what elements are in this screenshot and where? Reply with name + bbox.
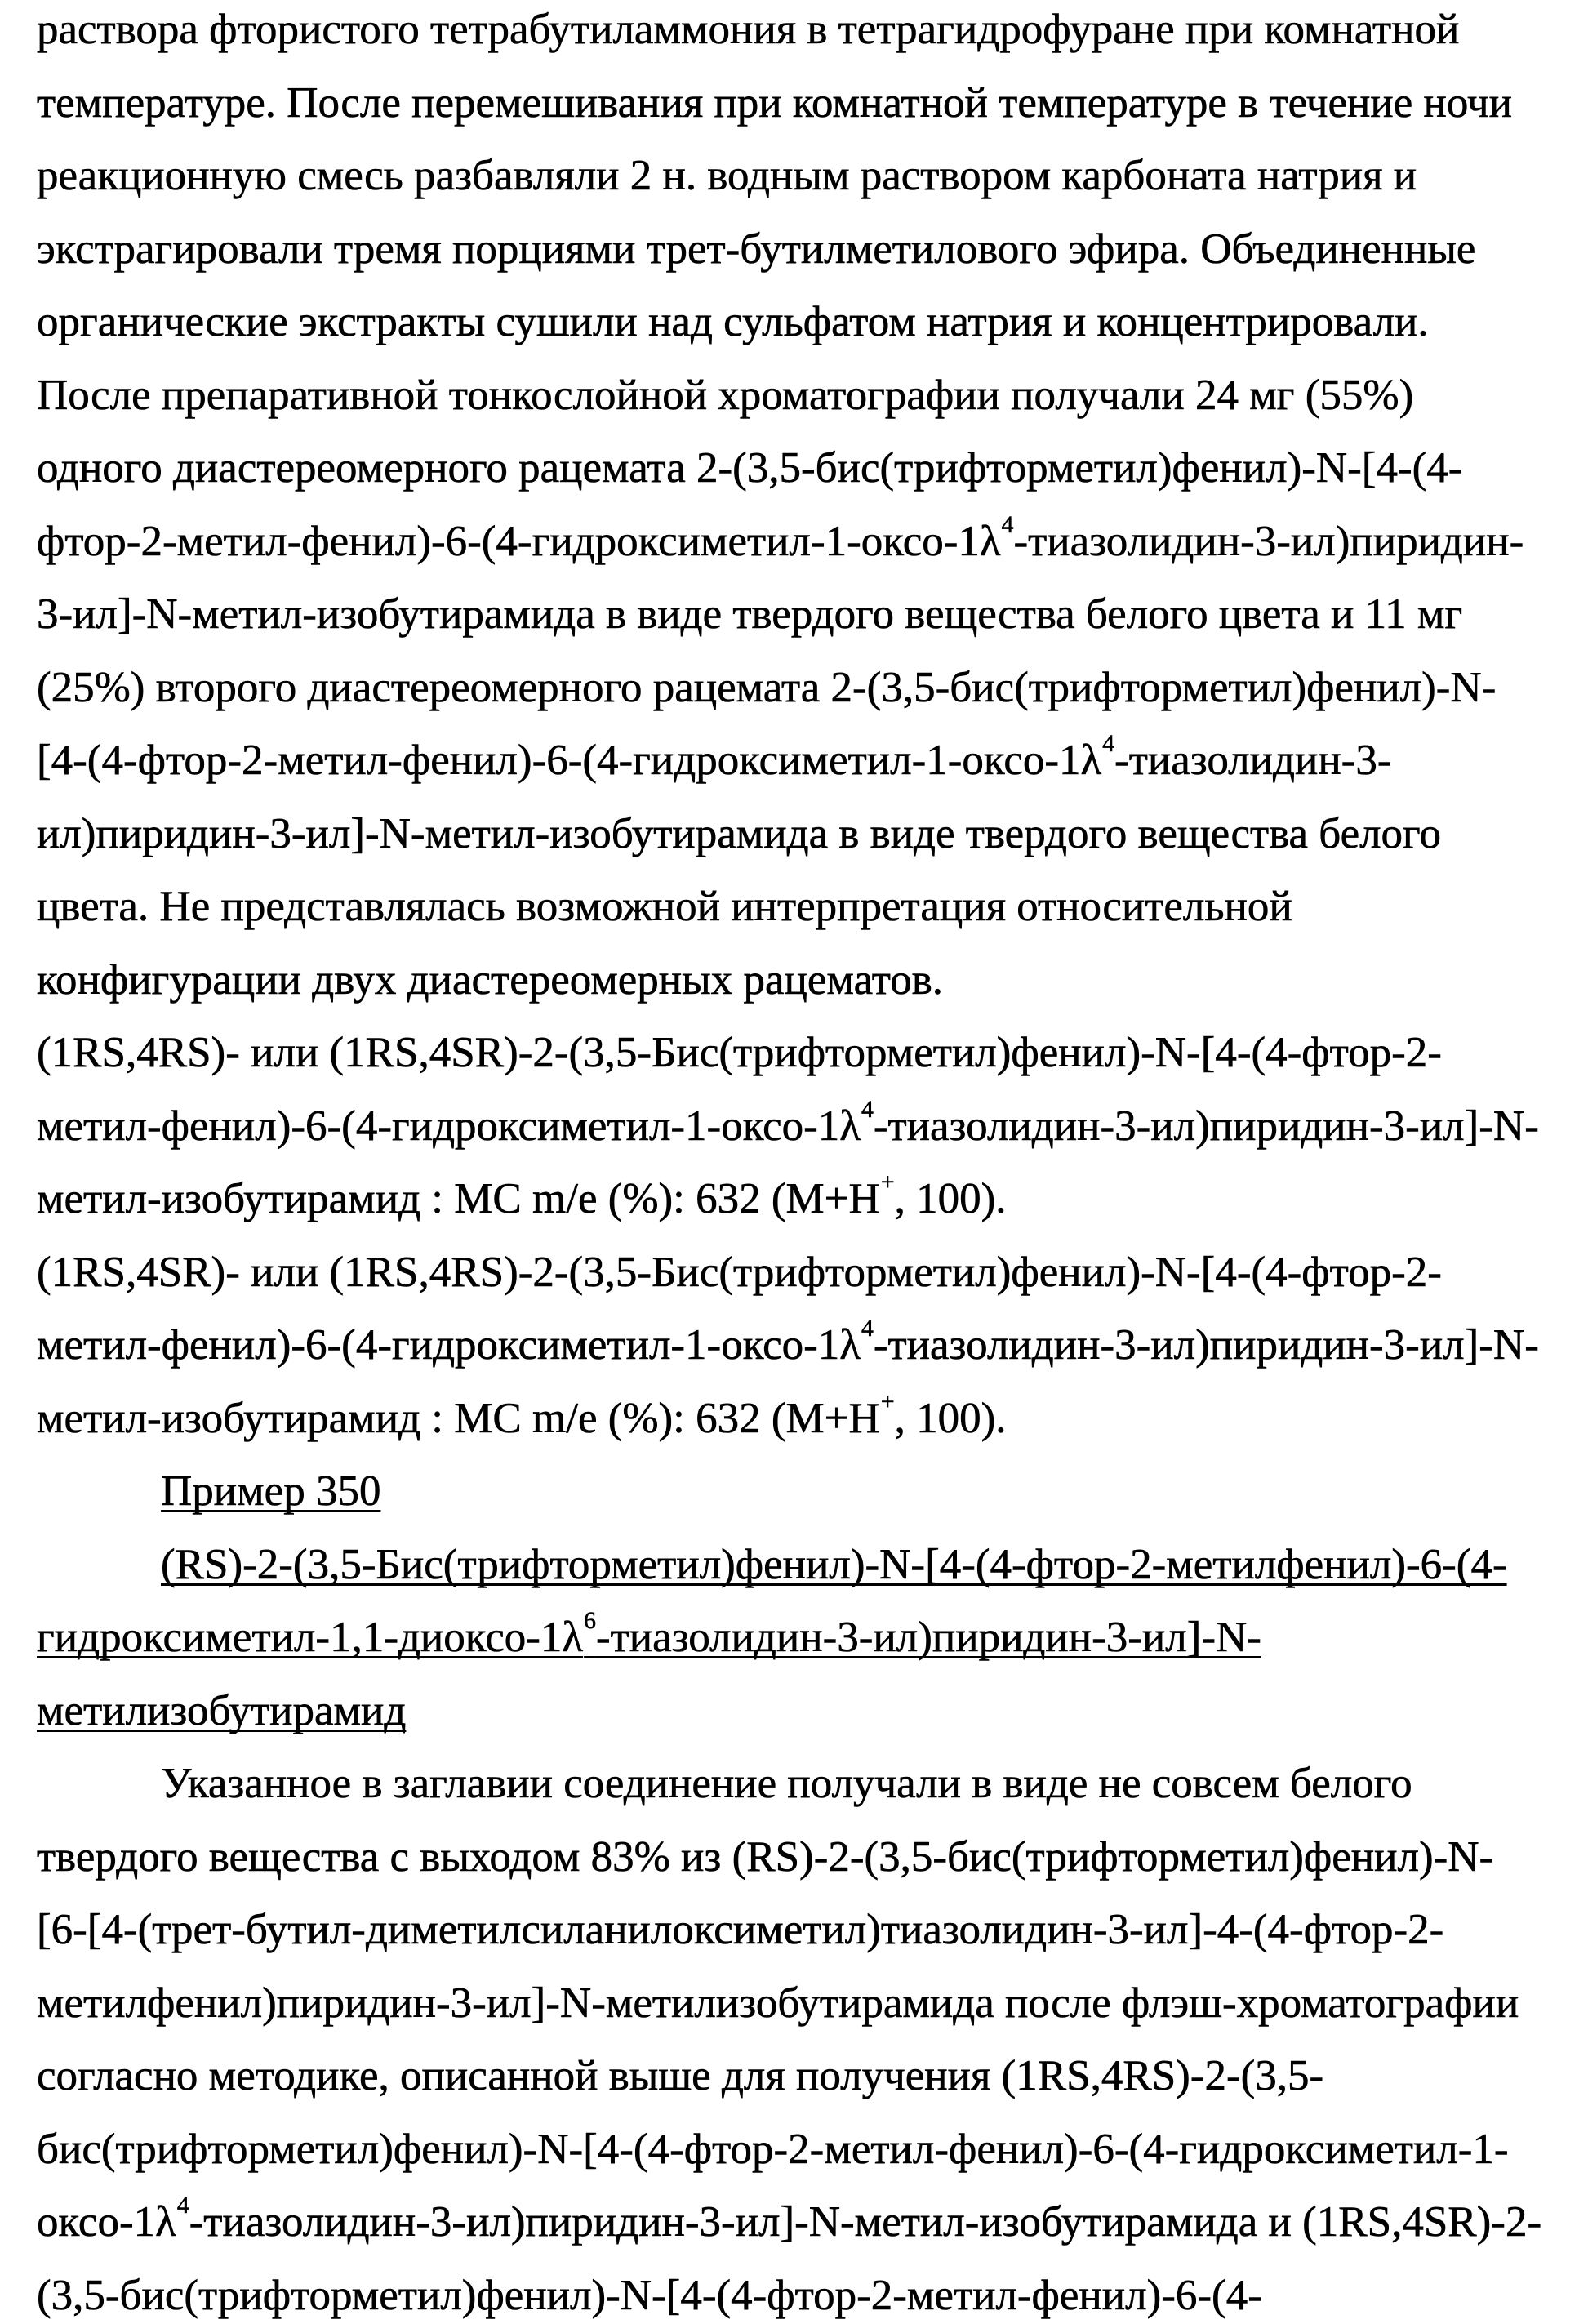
example-title-line — [37, 1529, 1588, 1602]
text-line — [37, 724, 1588, 798]
compound-name-line — [37, 1309, 1588, 1382]
text-segment: -тиазолидин-3-ил)пиридин- — [1013, 517, 1524, 565]
text-line: ил)пиридин-3-ил]-N-метил-изобутирамида в виде твердого вещества белого — [37, 809, 1441, 857]
text-line: цвета. Не представлялась возможной интерпретация относительной — [37, 883, 1292, 930]
mass-spec-line — [37, 1163, 1588, 1236]
superscript: 4 — [861, 1096, 874, 1123]
superscript: 6 — [584, 1608, 596, 1634]
text-line — [37, 505, 1588, 579]
example-heading-line — [37, 1455, 1588, 1529]
example-body-line: бис(трифторметил)фенил)-N-[4-(4-фтор-2-метил-фенил)-6-(4-гидроксиметил-1- — [37, 2125, 1509, 2173]
compound-name-line — [37, 1090, 1588, 1164]
text-segment: метил-фенил)-6-(4-гидроксиметил-1-оксо-1λ — [37, 1321, 861, 1369]
text-segment: , 100). — [894, 1175, 1007, 1222]
paragraph-continuation — [37, 0, 1588, 1017]
example-title-text: (RS)-2-(3,5-Бис(трифторметил)фенил)-N-[4-(4-фтор-2-метилфенил)-6-(4- — [161, 1540, 1507, 1588]
text-segment: метил-изобутирамид : МС m/e (%): 632 (M+H — [37, 1394, 880, 1442]
text-line: 3-ил]-N-метил-изобутирамида в виде твердого вещества белого цвета и 11 мг — [37, 590, 1463, 638]
text-line: После препаративной тонкослойной хроматографии получали 24 мг (55%) — [37, 371, 1414, 419]
example-body-line: [6-[4-(трет-бутил-диметилсиланилоксиметил)тиазолидин-3-ил]-4-(4-фтор-2- — [37, 1906, 1444, 1953]
compound-name-line: (1RS,4RS)- или (1RS,4SR)-2-(3,5-Бис(трифторметил)фенил)-N-[4-(4-фтор-2- — [37, 1029, 1442, 1076]
superscript: + — [880, 1169, 895, 1195]
compound-name-line: (1RS,4SR)- или (1RS,4RS)-2-(3,5-Бис(трифторметил)фенил)-N-[4-(4-фтор-2- — [37, 1248, 1442, 1296]
text-segment: -тиазолидин-3-ил)пиридин-3-ил]-N-метил-изобутирамида и (1RS,4SR)-2- — [189, 2198, 1542, 2246]
superscript: 4 — [861, 1316, 874, 1342]
text-line: одного диастереомерного рацемата 2-(3,5-бис(трифторметил)фенил)-N-[4-(4- — [37, 444, 1463, 492]
text-segment: фтор-2-метил-фенил)-6-(4-гидроксиметил-1-оксо-1λ — [37, 517, 1001, 565]
superscript: 4 — [1001, 511, 1014, 538]
example-body-line — [37, 2186, 1588, 2259]
text-segment: -тиазолидин-3-ил)пиридин-3-ил]-N- — [595, 1614, 1261, 1661]
superscript: 4 — [1102, 731, 1115, 757]
text-segment: -тиазолидин-3- — [1114, 737, 1392, 784]
text-segment: гидроксиметил-1,1-диоксо-1λ — [37, 1614, 584, 1661]
example-title-line — [37, 1675, 1588, 1748]
example-body-line: согласно методике, описанной выше для получения (1RS,4RS)-2-(3,5- — [37, 2052, 1324, 2099]
text-segment: метил-фенил)-6-(4-гидроксиметил-1-оксо-1λ — [37, 1102, 861, 1150]
superscript: 4 — [176, 2193, 189, 2219]
document-body — [37, 0, 1588, 2324]
text-segment: -тиазолидин-3-ил)пиридин-3-ил]-N- — [873, 1321, 1539, 1369]
example-body-line: твердого вещества с выходом 83% из (RS)-2-(3,5-бис(трифторметил)фенил)-N- — [37, 1832, 1494, 1881]
text-segment: оксо-1λ — [37, 2198, 176, 2246]
text-line: органические экстракты сушили над сульфатом натрия и концентрировали. — [37, 298, 1429, 345]
text-line: реакционную смесь разбавляли 2 н. водным раствором карбоната натрия и — [37, 152, 1417, 199]
example-title-line — [37, 1601, 1588, 1675]
text-line: экстрагировали тремя порциями трет-бутилметилового эфира. Объединенные — [37, 225, 1476, 273]
text-line: раствора фтористого тетрабутиламмония в тетрагидрофуране при комнатной — [37, 6, 1460, 53]
mass-spec-line — [37, 1382, 1588, 1456]
example-section — [37, 1455, 1588, 2324]
text-segment: -тиазолидин-3-ил)пиридин-3-ил]-N- — [873, 1102, 1539, 1150]
compound-entry-b — [37, 1236, 1588, 1456]
text-line: (25%) второго диастереомерного рацемата 2-(3,5-бис(трифторметил)фенил)-N- — [37, 663, 1497, 711]
text-segment: , 100). — [894, 1394, 1007, 1442]
superscript: + — [880, 1388, 895, 1415]
text-line: температуре. После перемешивания при комнатной температуре в течение ночи — [37, 78, 1512, 127]
compound-entry-a — [37, 1017, 1588, 1236]
example-body-line: (3,5-бис(трифторметил)фенил)-N-[4-(4-фтор-2-метил-фенил)-6-(4- — [37, 2271, 1262, 2319]
example-title-text: метилизобутирамид — [37, 1686, 407, 1734]
text-line: конфигурации двух диастереомерных рацематов. — [37, 955, 943, 1004]
example-heading: Пример 350 — [161, 1467, 381, 1515]
example-title-text — [37, 1608, 1261, 1661]
text-segment: [4-(4-фтор-2-метил-фенил)-6-(4-гидроксиметил-1-оксо-1λ — [37, 737, 1102, 784]
example-body-line: метилфенил)пиридин-3-ил]-N-метилизобутирамида после флэш-хроматографии — [37, 1979, 1519, 2027]
text-segment: метил-изобутирамид : МС m/e (%): 632 (M+H — [37, 1175, 880, 1222]
example-body-line: Указанное в заглавии соединение получали в виде не совсем белого — [161, 1760, 1412, 1807]
